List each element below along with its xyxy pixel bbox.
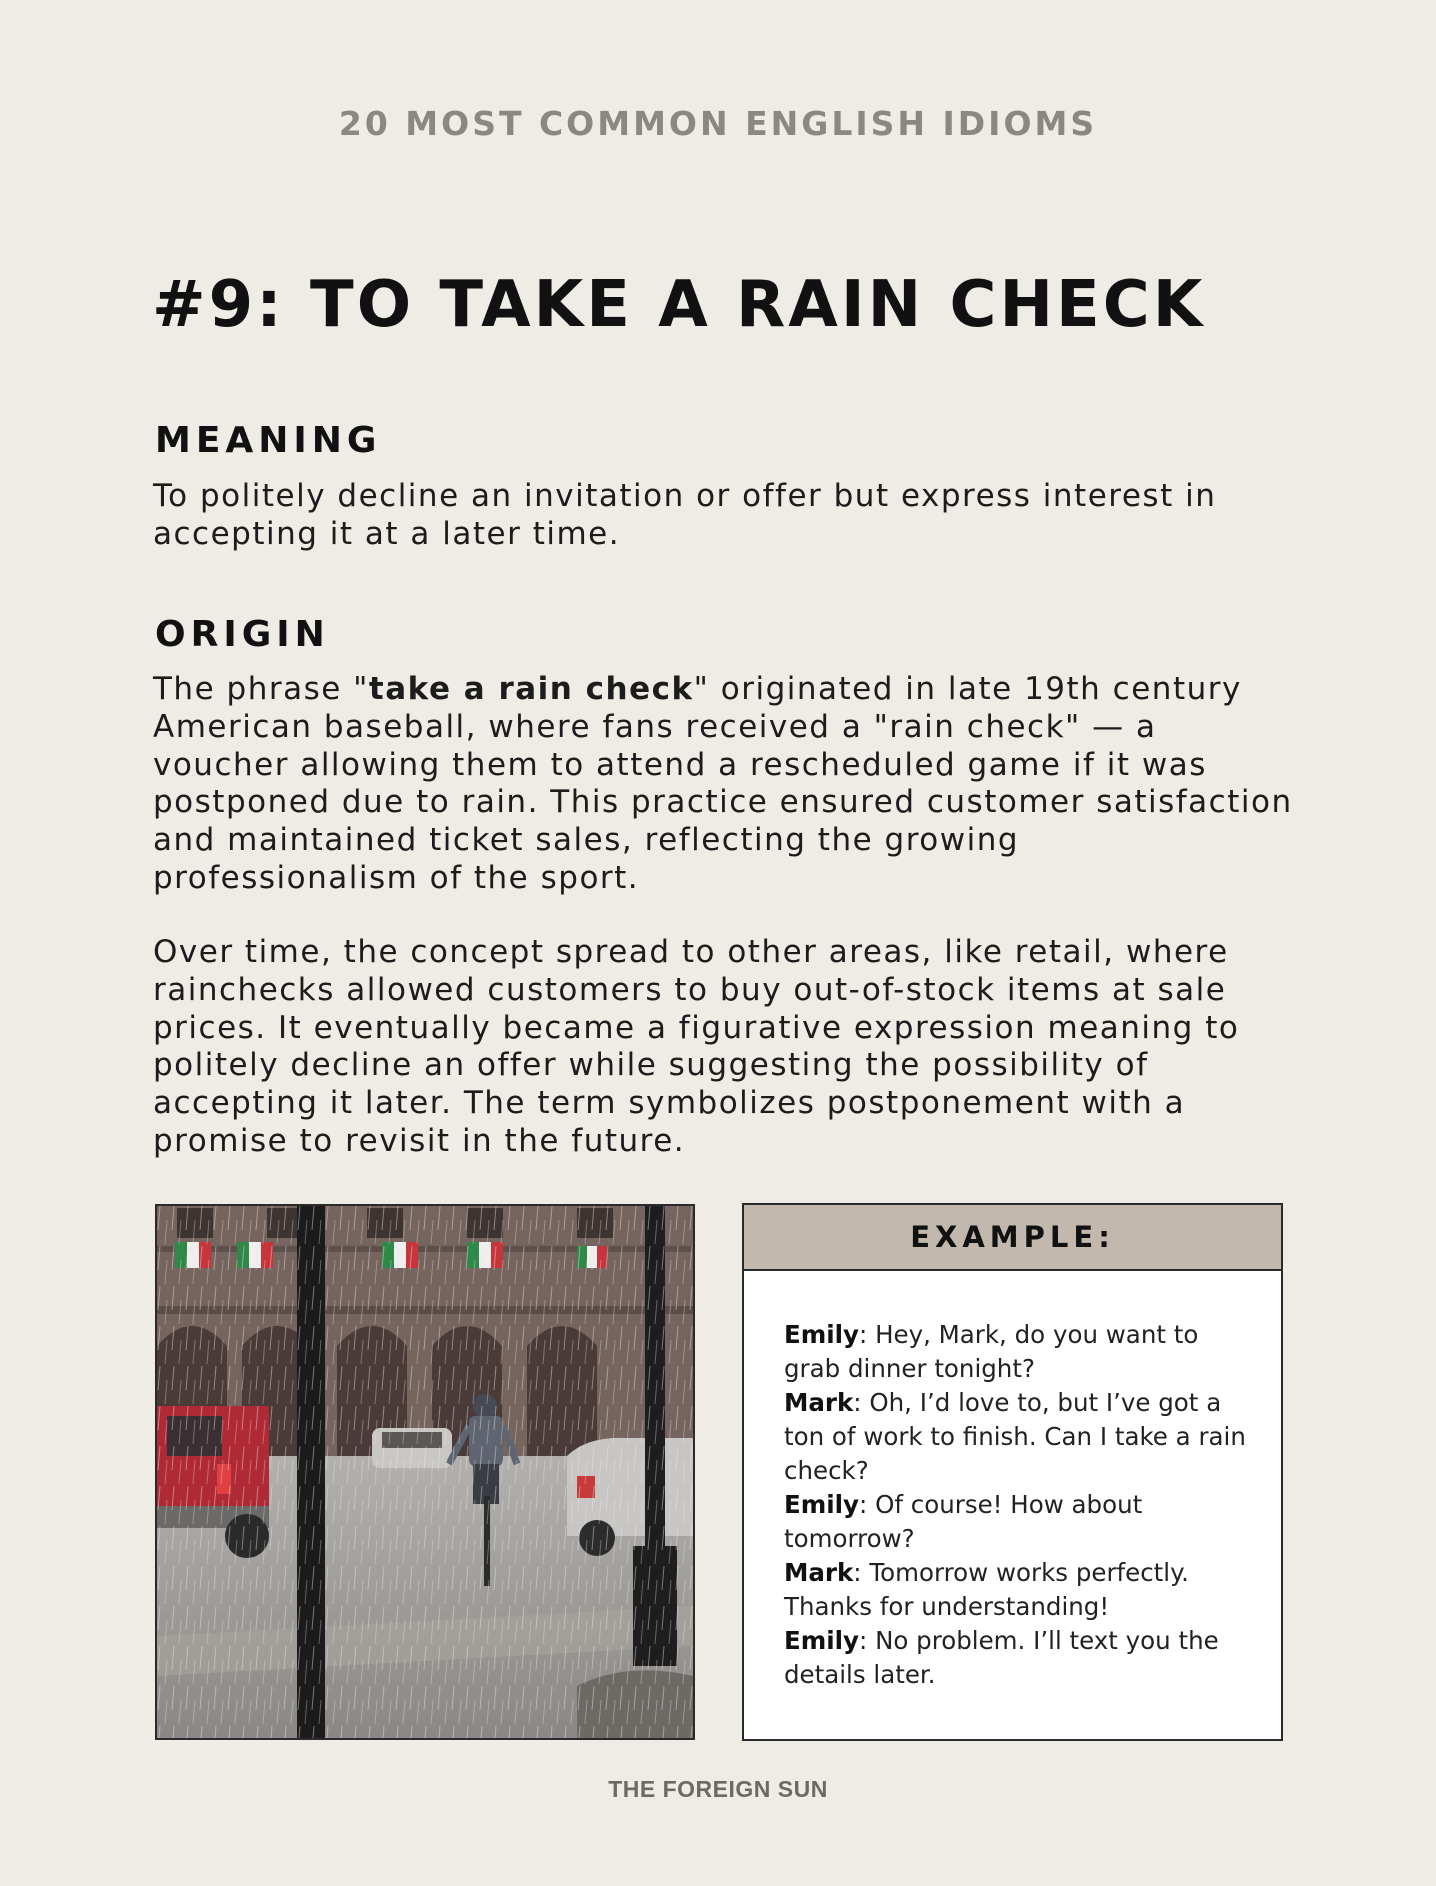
series-title: 20 MOST COMMON ENGLISH IDIOMS (338, 104, 1098, 143)
dialogue-line (784, 1624, 1254, 1692)
dialogue-text: : Hey, Mark, do you want to grab dinner tonight? (784, 1320, 1199, 1383)
example-dialogue (784, 1318, 1254, 1692)
meaning-heading: MEANING (155, 420, 382, 461)
dialogue-speaker: Mark (784, 1388, 854, 1417)
brand-footer: THE FOREIGN SUN (608, 1776, 828, 1802)
dialogue-speaker: Emily (784, 1490, 860, 1519)
dialogue-speaker: Emily (784, 1320, 860, 1349)
dialogue-speaker: Emily (784, 1626, 860, 1655)
origin-heading: ORIGIN (155, 614, 330, 655)
dialogue-line (784, 1386, 1254, 1488)
meaning-text: To politely decline an invitation or offer but express interest in accepting it at a later time. (153, 478, 1217, 552)
origin-paragraph-2: Over time, the concept spread to other areas, like retail, where rainchecks allowed customers to buy out-of-stock items at sale prices. It eventually became a figurative expression meaning to politely decline an offer while suggesting the possibility of accepting it later. The term symbolizes postponement with a promise to revisit in the future. (153, 934, 1240, 1159)
dialogue-text: : Of course! How about tomorrow? (784, 1490, 1143, 1553)
dialogue-line (784, 1488, 1254, 1556)
origin-p1-bold-phrase: take a rain check (368, 671, 694, 707)
dialogue-speaker: Mark (784, 1558, 854, 1587)
origin-paragraph-1 (153, 671, 1293, 898)
idiom-title: #9: TO TAKE A RAIN CHECK (152, 268, 1206, 342)
dialogue-text: : Tomorrow works perfectly. Thanks for understanding! (784, 1558, 1189, 1621)
origin-p1-suffix: " originated in late 19th century American baseball, where fans received a "rain check" — a voucher allowing them to attend a rescheduled game if it was postponed due to rain. This practice ensured customer satisfaction and maintained ticket sales, reflecting the growing professionalism of the sport. (153, 671, 1293, 896)
example-heading: EXAMPLE: (744, 1205, 1281, 1271)
dialogue-line (784, 1556, 1254, 1624)
dialogue-text: : Oh, I’d love to, but I’ve got a ton of work to finish. Can I take a rain check? (784, 1388, 1246, 1485)
example-box (742, 1203, 1283, 1741)
dialogue-line (784, 1318, 1254, 1386)
dialogue-text: : No problem. I’ll text you the details later. (784, 1626, 1219, 1689)
rainy-street-photo (155, 1204, 695, 1740)
origin-p1-prefix: The phrase " (153, 671, 369, 707)
